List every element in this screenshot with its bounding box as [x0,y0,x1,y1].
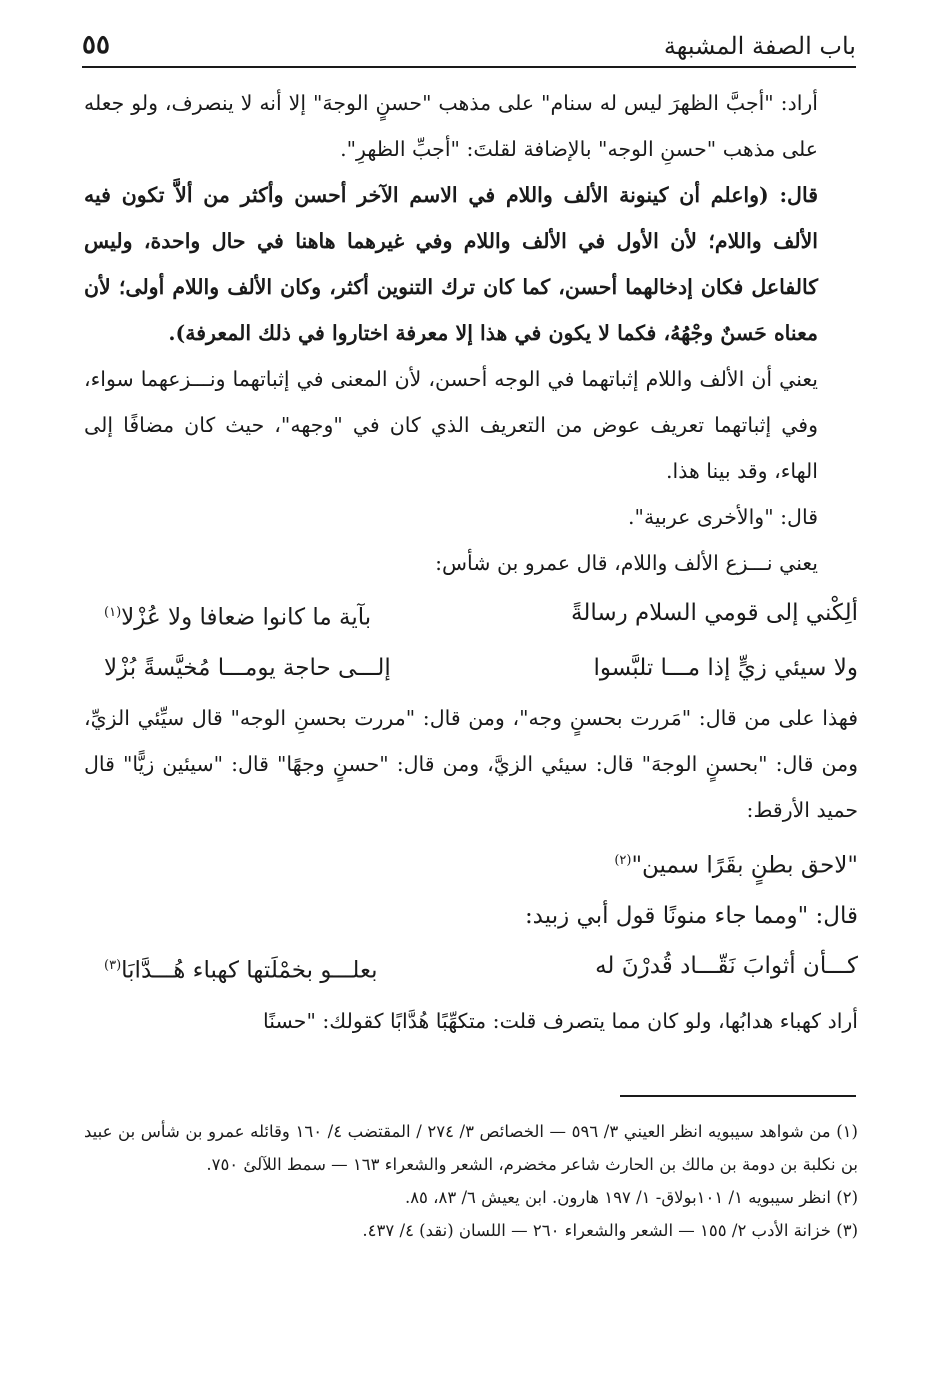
footnote-3: (٣) خزانة الأدب ٢/ ١٥٥ — الشعر والشعراء ٢٦٠ — اللسان (نقد) ٤/ ٤٣٧. [362,1221,858,1240]
verse-3-second-hemistich [104,941,378,996]
footnote-ref-1: (١) [104,605,122,620]
footnote-1: (١) من شواهد سيبويه انظر العيني ٣/ ٥٩٦ — الخصائص ٣/ ٢٧٤ / المقتضب ٤/ ١٦٠ وقائله عمرو بن شأس بن عبيد بن نكلبة بن دومة بن مالك بن الحارث شاعر مخضرم، الشعر والشعراء ١٦٣ — سمط اللآلئ ٧٥٠. [84,1122,858,1174]
footnote-ref-3: (٣) [104,958,122,974]
verse-line-2 [84,643,858,693]
footnote-ref-2: (٢) [614,852,632,868]
paragraph-4: قال: "والأخرى عربية". [628,505,818,529]
footnotes [84,1115,858,1247]
verse-2-first-hemistich: ولا سيئي زيٍّ إذا مـــا تلبَّسوا [593,654,858,681]
verse-1-first-hemistich: ألِكْني إلى قومي السلام رسالةً [571,600,858,626]
verse-line-1 [84,588,858,643]
paragraph-8: أراد كهباء هدابُها، ولو كان مما يتصرف قلت: متكهِّبًا هُدَّابًا كقولك: "حسنًا [263,1008,858,1033]
poem-1 [84,588,858,693]
verse-3-first-hemistich: كـــأن أثوابَ نَقّـــاد قُدرْنَ له [595,953,858,980]
verse-line-3 [84,941,858,996]
footnote-separator [620,1095,856,1097]
verse-2-second-hemistich: إلـــى حاجة يومـــا مُخيَّسةً بُزْلا [104,654,391,681]
footnote-2: (٢) انظر سيبويه ١/ ١٠١بولاق- ١/ ١٩٧ هارون. ابن يعيش ٦/ ٨٣، ٨٥. [404,1188,858,1207]
poem-2 [84,941,858,996]
page-number: ٥٥ [82,30,110,60]
poem-quote [84,833,858,894]
chapter-title: باب الصفة المشبهة [663,32,856,60]
paragraph-3: يعني أن الألف واللام إثباتهما في الوجه أحسن، لأن المعنى في إثباتهما ونـــزعهما سواء، وفي إثباتهما تعريف عوض من التعريف الذي كان في "وجهه"، حيث كان مضافًا إلى الهاء، وقد بينا هذا. [84,367,818,483]
verse-1-second-text: بآية ما كانوا ضعافا ولا عُزْلا [121,604,372,631]
paragraph-1: أراد: "أجبَّ الظهرَ ليس له سنام" على مذهب "حسنٍ الوجهَ" إلا أنه لا ينصرف، ولو جعله على مذهب "حسنِ الوجه" بالإضافة لقلتَ: "أجبِّ الظهرِ". [84,91,818,161]
quote-text: "لاحق بطنٍ بقَرًا سمين" [631,852,858,879]
verse-1-second-hemistich [104,588,371,643]
page-header [82,22,856,68]
paragraph-6: فهذا على من قال: "مَررت بحسنٍ وجه"، ومن قال: "مررت بحسنِ الوجه" قال سيِّئي الزيِّ، ومن قال: "بحسنٍ الوجهَ" قال: سيئي الزيَّ، ومن قال: "حسنٍ وجهًا" قال: "سيئين زيًّا" قال حميد الأرقط: [84,705,858,822]
paragraph-7: قال: "ومما جاء منونًا قول أبي زبيد: [524,903,858,930]
main-text [84,80,858,1044]
verse-3-second-text: بعلـــو بخمْلَتها كهباء هُـــدَّابَا [121,957,378,984]
paragraph-2-quote: قال: (واعلم أن كينونة الألف واللام في الاسم الآخر أحسن وأكثر من ألاَّ تكون فيه الألف واللام؛ لأن الأول في الألف واللام وفي غيرهما هاهنا في حال واحدة، وليس كالفاعل فكان إدخالهما أحسن، كما كان ترك التنوين أكثر، وكان الألف واللام أولى؛ لأن معناه حَسنٌ وجْهُهُ، فكما لا يكون في هذا إلا معرفة اختاروا في ذلك المعرفة). [84,183,818,345]
paragraph-5: يعني نـــزع الألف واللام، قال عمرو بن شأس: [435,551,818,575]
